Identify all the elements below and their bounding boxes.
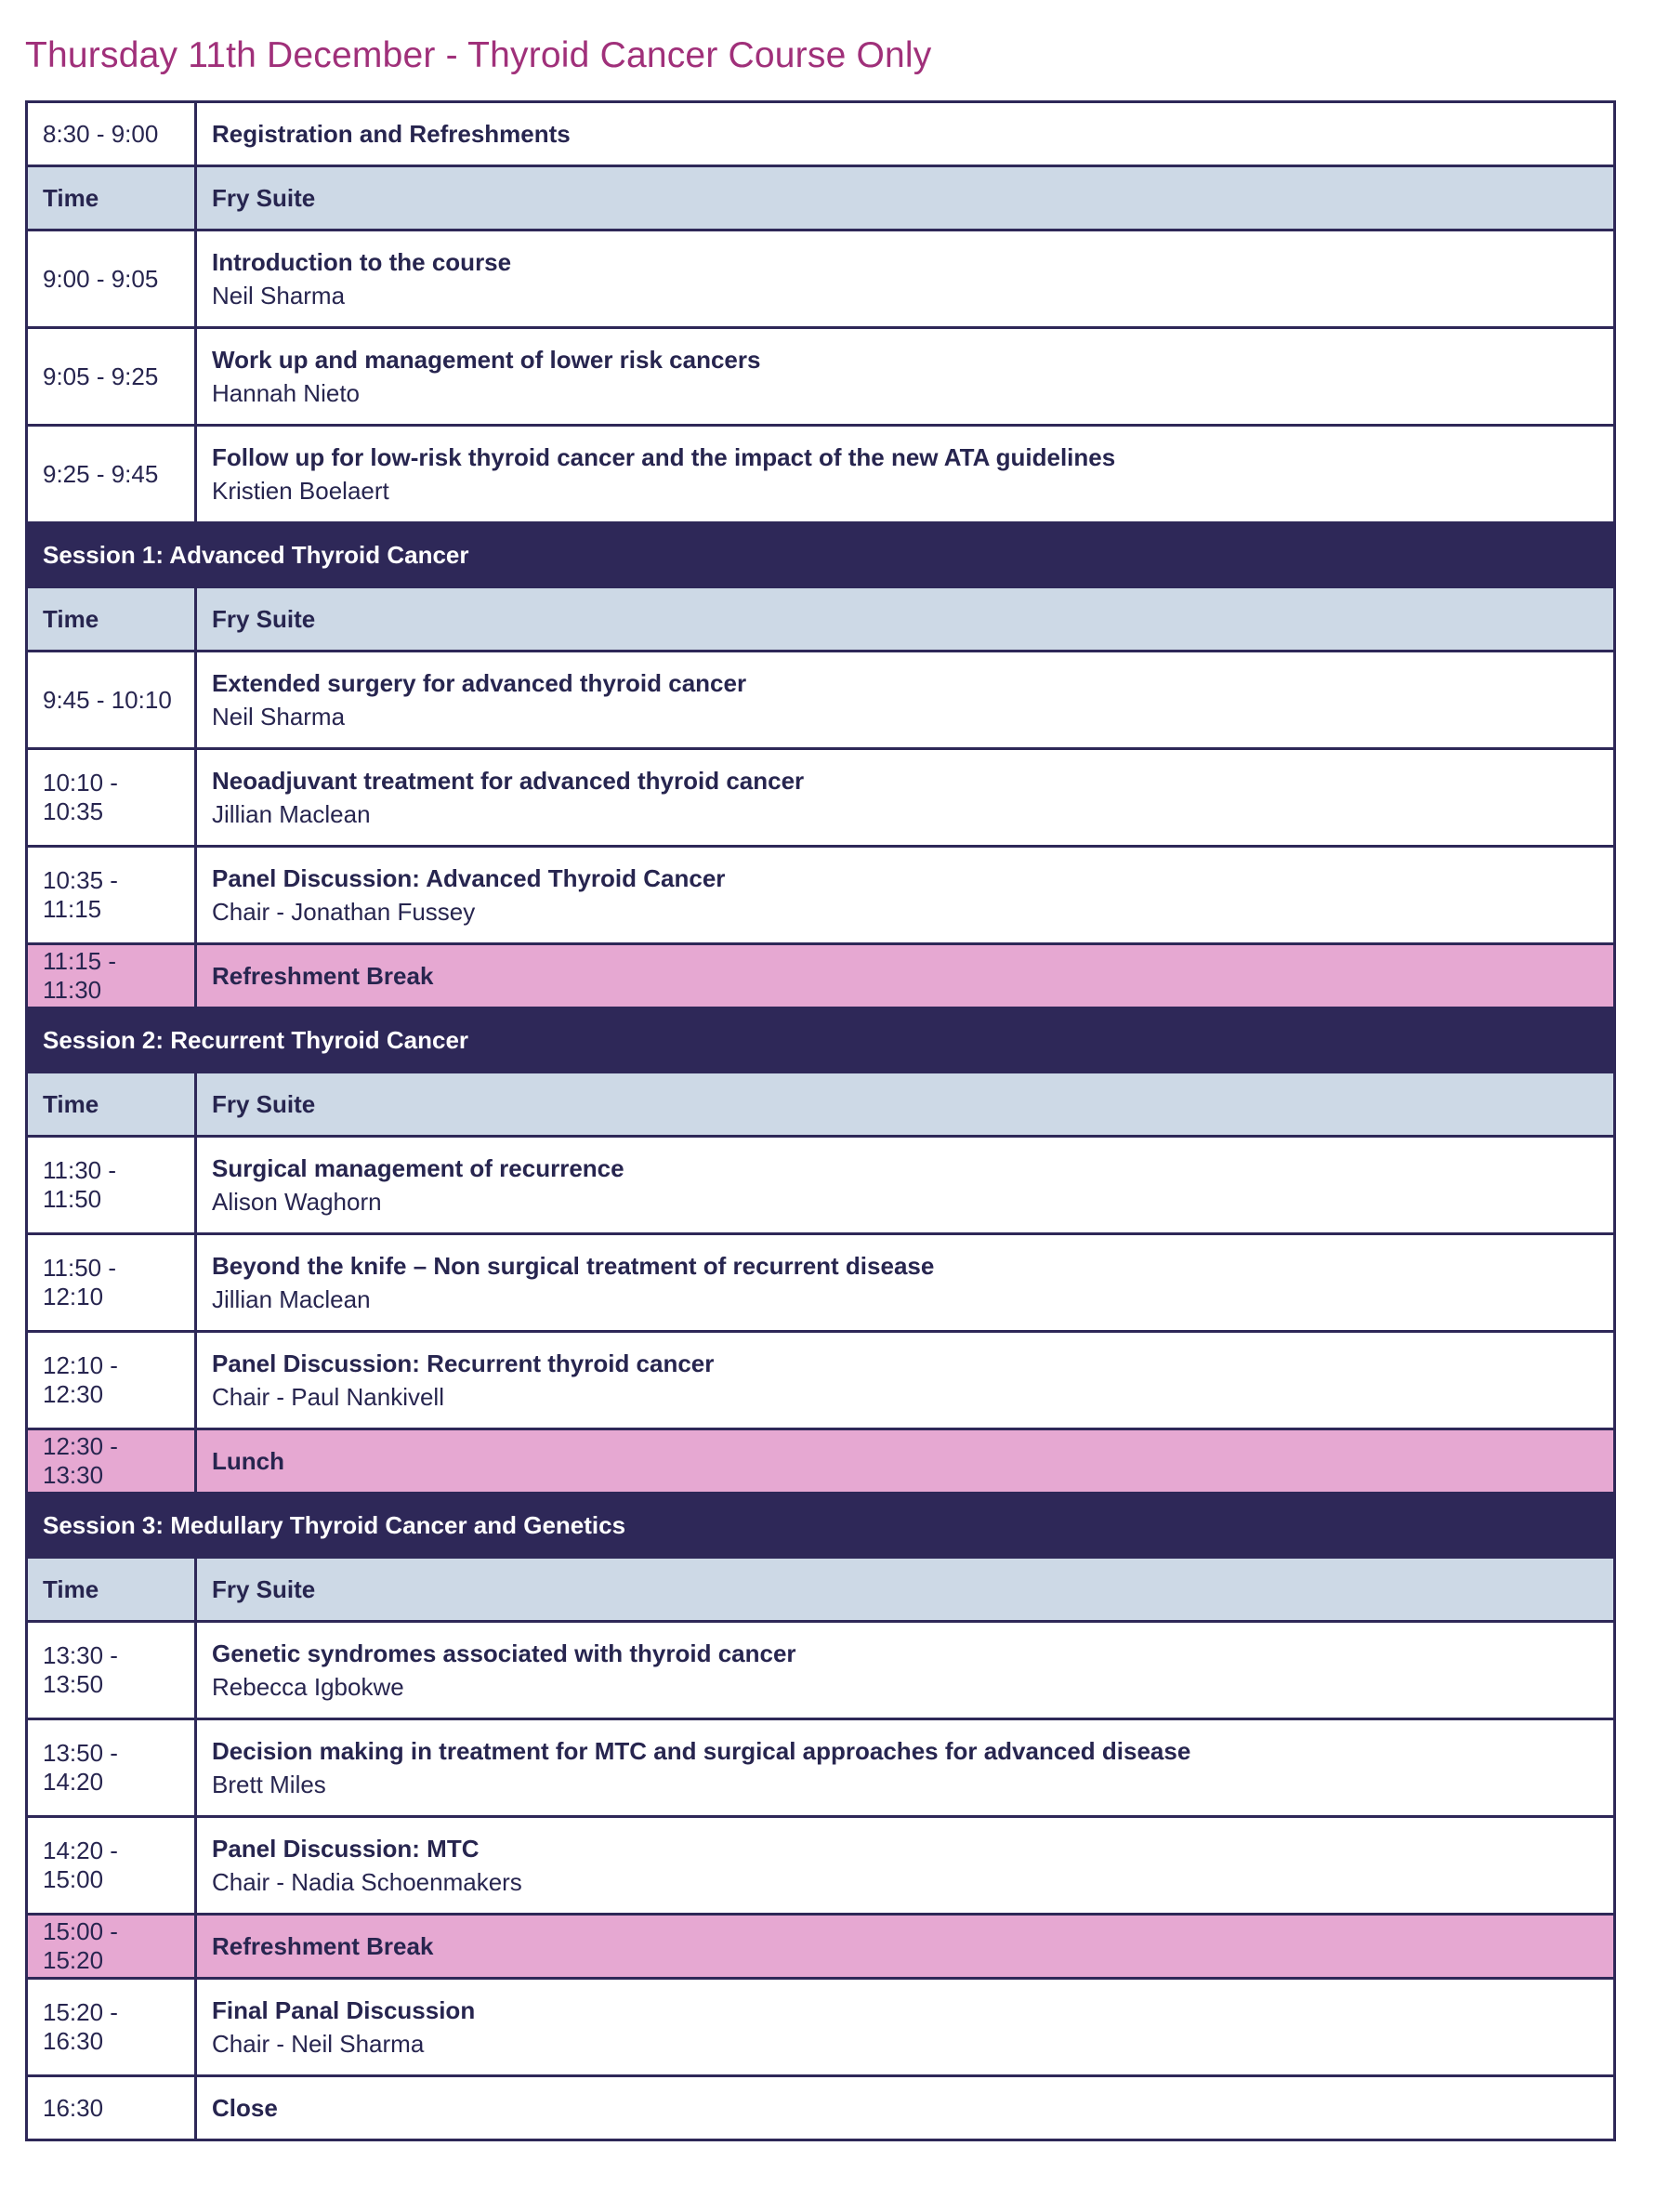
- title-cell: [196, 1719, 1615, 1817]
- speaker-name: Hannah Nieto: [212, 379, 360, 407]
- talk-title: Panel Discussion: MTC: [212, 1835, 480, 1863]
- title-cell: [196, 1234, 1615, 1332]
- speaker-name: Jillian Maclean: [212, 1285, 371, 1313]
- title-cell: [196, 102, 1615, 166]
- title-cell: [196, 1817, 1615, 1915]
- time-cell: 10:35 - 11:15: [27, 847, 196, 944]
- talk-title: Follow up for low-risk thyroid cancer and the impact of the new ATA guidelines: [212, 443, 1116, 471]
- time-cell: 14:20 - 15:00: [27, 1817, 196, 1915]
- talk-title: Work up and management of lower risk cancers: [212, 346, 761, 374]
- speaker-name: Neil Sharma: [212, 282, 346, 309]
- talk-title: Decision making in treatment for MTC and surgical approaches for advanced disease: [212, 1737, 1191, 1765]
- agenda-row: [27, 1332, 1615, 1429]
- break-row: [27, 1429, 1615, 1494]
- page-title: Thursday 11th December - Thyroid Cancer Course Only: [25, 35, 932, 75]
- break-label: Refreshment Break: [212, 1932, 434, 1960]
- speaker-name: Chair - Paul Nankivell: [212, 1383, 444, 1411]
- time-cell: 12:10 - 12:30: [27, 1332, 196, 1429]
- break-row: [27, 1915, 1615, 1979]
- time-cell: 13:50 - 14:20: [27, 1719, 196, 1817]
- session-header-row: [27, 523, 1615, 587]
- column-header-row: [27, 1558, 1615, 1622]
- talk-title: Beyond the knife – Non surgical treatment of recurrent disease: [212, 1252, 935, 1280]
- time-cell: 9:45 - 10:10: [27, 652, 196, 749]
- agenda-row: [27, 652, 1615, 749]
- agenda-row: [27, 426, 1615, 523]
- speaker-name: Brett Miles: [212, 1771, 326, 1798]
- agenda-row: [27, 1979, 1615, 2076]
- speaker-name: Rebecca Igbokwe: [212, 1673, 404, 1701]
- title-cell: [196, 328, 1615, 426]
- time-cell: 8:30 - 9:00: [27, 102, 196, 166]
- agenda-row: [27, 847, 1615, 944]
- title-cell: [196, 2076, 1615, 2140]
- title-cell: [196, 426, 1615, 523]
- speaker-name: Kristien Boelaert: [212, 477, 389, 505]
- session-heading: Session 2: Recurrent Thyroid Cancer: [27, 1008, 1615, 1073]
- talk-title: Final Panal Discussion: [212, 1996, 476, 2024]
- time-cell: 9:25 - 9:45: [27, 426, 196, 523]
- time-cell: 13:30 - 13:50: [27, 1622, 196, 1719]
- time-cell: 12:30 - 13:30: [27, 1429, 196, 1494]
- session-header-row: [27, 1008, 1615, 1073]
- time-header: Time: [27, 1073, 196, 1137]
- title-cell: [196, 1332, 1615, 1429]
- agenda-row: [27, 2076, 1615, 2140]
- agenda-row: [27, 102, 1615, 166]
- time-header: Time: [27, 1558, 196, 1622]
- title-cell: [196, 1137, 1615, 1234]
- time-cell: 11:50 - 12:10: [27, 1234, 196, 1332]
- title-cell: [196, 944, 1615, 1008]
- agenda-row: [27, 230, 1615, 328]
- talk-title: Introduction to the course: [212, 248, 512, 276]
- close-label: Close: [212, 2094, 278, 2122]
- speaker-name: Jillian Maclean: [212, 800, 371, 828]
- speaker-name: Chair - Nadia Schoenmakers: [212, 1868, 522, 1896]
- title-cell: [196, 749, 1615, 847]
- time-cell: 10:10 - 10:35: [27, 749, 196, 847]
- talk-title: Surgical management of recurrence: [212, 1154, 624, 1182]
- session-header-row: [27, 1494, 1615, 1558]
- speaker-name: Chair - Neil Sharma: [212, 2030, 425, 2058]
- agenda-table: [25, 100, 1616, 2141]
- title-cell: [196, 1979, 1615, 2076]
- agenda-row: [27, 1137, 1615, 1234]
- talk-title: Extended surgery for advanced thyroid cancer: [212, 669, 747, 697]
- title-cell: [196, 847, 1615, 944]
- time-cell: 15:00 - 15:20: [27, 1915, 196, 1979]
- title-cell: [196, 230, 1615, 328]
- agenda-row: [27, 749, 1615, 847]
- time-cell: 11:30 - 11:50: [27, 1137, 196, 1234]
- time-cell: 9:05 - 9:25: [27, 328, 196, 426]
- break-label: Refreshment Break: [212, 962, 434, 990]
- break-label: Lunch: [212, 1447, 284, 1475]
- session-title: Registration and Refreshments: [212, 120, 571, 148]
- agenda-row: [27, 1622, 1615, 1719]
- session-heading: Session 3: Medullary Thyroid Cancer and Genetics: [27, 1494, 1615, 1558]
- agenda-row: [27, 1719, 1615, 1817]
- speaker-name: Chair - Jonathan Fussey: [212, 898, 476, 926]
- session-heading: Session 1: Advanced Thyroid Cancer: [27, 523, 1615, 587]
- room-header: Fry Suite: [196, 1073, 1615, 1137]
- speaker-name: Alison Waghorn: [212, 1188, 382, 1216]
- title-cell: [196, 652, 1615, 749]
- column-header-row: [27, 166, 1615, 230]
- time-cell: 9:00 - 9:05: [27, 230, 196, 328]
- talk-title: Panel Discussion: Advanced Thyroid Cancer: [212, 864, 726, 892]
- room-header: Fry Suite: [196, 166, 1615, 230]
- speaker-name: Neil Sharma: [212, 703, 346, 731]
- time-header: Time: [27, 166, 196, 230]
- talk-title: Panel Discussion: Recurrent thyroid cancer: [212, 1350, 715, 1377]
- talk-title: Neoadjuvant treatment for advanced thyroid cancer: [212, 767, 805, 795]
- break-row: [27, 944, 1615, 1008]
- column-header-row: [27, 1073, 1615, 1137]
- agenda-row: [27, 328, 1615, 426]
- agenda-row: [27, 1817, 1615, 1915]
- time-cell: 11:15 - 11:30: [27, 944, 196, 1008]
- talk-title: Genetic syndromes associated with thyroid cancer: [212, 1639, 796, 1667]
- title-cell: [196, 1622, 1615, 1719]
- room-header: Fry Suite: [196, 1558, 1615, 1622]
- time-cell: 16:30: [27, 2076, 196, 2140]
- time-cell: 15:20 - 16:30: [27, 1979, 196, 2076]
- title-cell: [196, 1429, 1615, 1494]
- column-header-row: [27, 587, 1615, 652]
- room-header: Fry Suite: [196, 587, 1615, 652]
- title-cell: [196, 1915, 1615, 1979]
- time-header: Time: [27, 587, 196, 652]
- agenda-row: [27, 1234, 1615, 1332]
